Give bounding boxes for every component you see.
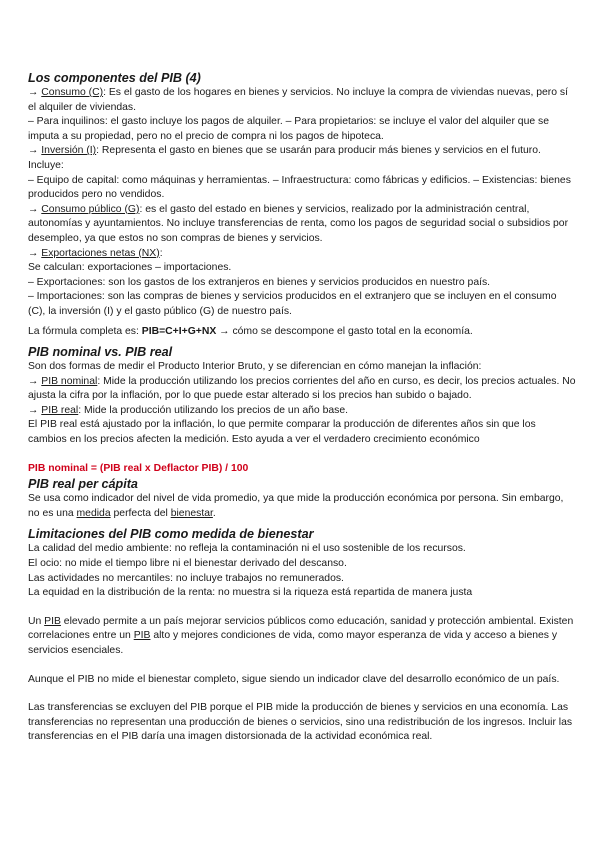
arrow-icon: → bbox=[28, 247, 39, 259]
inversion-term: Inversión (I) bbox=[41, 145, 97, 157]
limitacion-no-mercantiles: Las actividades no mercantiles: no incluye trabajos no remunerados. bbox=[28, 572, 344, 584]
importaciones-paragraph: – Importaciones: son las compras de bienes y servicios producidos en el extranjero que se incluyen en el consumo (C), la inversión (I) y el gasto público (G) de nuestro país. bbox=[28, 291, 557, 317]
exportaciones-line: – Exportaciones: son los gastos de los extranjeros en bienes y servicios producidos en nuestro país. bbox=[28, 276, 491, 288]
arrow-icon: → bbox=[28, 87, 39, 98]
formula-pib: PIB=C+I+G+NX bbox=[141, 325, 217, 337]
per-capita-paragraph: Se usa como indicador del nivel de vida promedio, ya que mide la producción económica por persona. Sin embargo, no es una medida perfecta del bienestar. bbox=[28, 493, 564, 519]
incluye-line: Incluye: bbox=[28, 159, 64, 171]
pib-nominal-term: PIB nominal bbox=[41, 375, 98, 387]
ajustado-paragraph: El PIB real está ajustado por la inflación, lo que permite comparar la producción de diferentes años sin que los cambios en los precios afecten la medición. Esto ayuda a ver el verdadero crecimiento económico bbox=[28, 419, 536, 446]
arrow-icon: → bbox=[28, 145, 39, 157]
pib-elevado-paragraph: Un PIB elevado permite a un país mejorar servicios públicos como educación, sanidad y protección ambiental. Existen correlaciones entre un PIB alto y mejores condiciones de vida, como mayor esperanza de vida y acceso a bienes y servicios esenciales. bbox=[28, 615, 574, 656]
pib-nominal-paragraph: → PIB nominal: Mide la producción utilizando los precios corrientes del año en curso, es decir, los precios actuales. No ajusta la cifra por la inflación, por lo que puede estar alterado si los precios han subido o bajado. bbox=[28, 375, 576, 402]
section-title-limitaciones: Limitaciones del PIB como medida de bienestar bbox=[28, 527, 314, 542]
gasto-publico-paragraph: → Consumo público (G): es el gasto del estado en bienes y servicios, realizado por la administración central, autonomías y ayuntamientos. No incluye transferencias de renta, como los pagos de seguridad social o subsidios por desempleo, ya que estos no son compras de bienes y servicios. bbox=[28, 203, 569, 244]
bienestar-term: bienestar bbox=[170, 507, 213, 519]
limitacion-medio-ambiente: La calidad del medio ambiente: no refleja la contaminación ni el uso sostenible de los recursos. bbox=[28, 543, 466, 555]
inquilinos-paragraph: – Para inquilinos: el gasto incluye los pagos de alquiler. – Para propietarios: se incluye el valor del alquiler que se imputa a su propiedad, pero no el precio de compra ni los pagos de hipoteca. bbox=[28, 116, 549, 142]
nx-paragraph: → Exportaciones netas (NX): bbox=[28, 247, 163, 259]
section-title-componentes: Los componentes del PIB (4) bbox=[28, 71, 201, 85]
equipo-paragraph: – Equipo de capital: como máquinas y herramientas. – Infraestructura: como fábricas y edificios. – Existencias: bienes producidos pero no vendidos. bbox=[28, 174, 571, 201]
limitacion-equidad: La equidad en la distribución de la renta: no muestra si la riqueza está repartida de manera justa bbox=[28, 587, 473, 599]
calculan-line: Se calculan: exportaciones – importaciones. bbox=[28, 262, 232, 274]
pib-real-term: PIB real bbox=[41, 404, 79, 416]
transferencias-paragraph: Las transferencias se excluyen del PIB porque el PIB mide la producción de bienes y servicios en una economía. Las transferencias no representan una producción de bienes o servicios, sino una redistribución de los ingresos. Incluir las transferencias en el PIB daría una imagen distorsionada de la actividad económica real. bbox=[28, 702, 573, 743]
gasto-publico-term: Consumo público (G) bbox=[41, 203, 140, 215]
inversion-paragraph: → Inversión (I): Representa el gasto en bienes que se usarán para producir más bienes y servicios en el futuro. bbox=[28, 145, 541, 157]
nominal-real-intro: Son dos formas de medir el Producto Interior Bruto, y se diferencian en cómo manejan la inflación: bbox=[28, 361, 482, 373]
arrow-icon: → bbox=[28, 375, 39, 387]
pib-term: PIB bbox=[44, 615, 61, 627]
consumo-paragraph: → Consumo (C): Es el gasto de los hogares en bienes y servicios. No incluye la compra de viviendas nuevas, pero sí el alquiler de viviendas. bbox=[28, 87, 569, 113]
arrow-icon: → bbox=[28, 404, 39, 416]
pib-term: PIB bbox=[133, 630, 151, 642]
nx-term: Exportaciones netas (NX) bbox=[41, 247, 160, 259]
section-title-nominal-real: PIB nominal vs. PIB real bbox=[28, 345, 173, 360]
medida-term: medida bbox=[76, 507, 111, 519]
arrow-icon: → bbox=[28, 203, 39, 215]
section-title-per-capita: PIB real per cápita bbox=[28, 477, 138, 492]
document-page bbox=[28, 70, 576, 745]
formula-paragraph: La fórmula completa es: PIB=C+I+G+NX → cómo se descompone el gasto total en la economía. bbox=[28, 325, 473, 337]
consumo-term: Consumo (C) bbox=[41, 87, 104, 98]
deflactor-formula: PIB nominal = (PIB real x Deflactor PIB) / 100 bbox=[28, 462, 249, 474]
limitacion-ocio: El ocio: no mide el tiempo libre ni el bienestar derivado del descanso. bbox=[28, 558, 347, 570]
aunque-paragraph: Aunque el PIB no mide el bienestar completo, sigue siendo un indicador clave del desarrollo económico de un país. bbox=[28, 673, 560, 685]
pib-real-paragraph: → PIB real: Mide la producción utilizando los precios de un año base. bbox=[28, 404, 348, 416]
